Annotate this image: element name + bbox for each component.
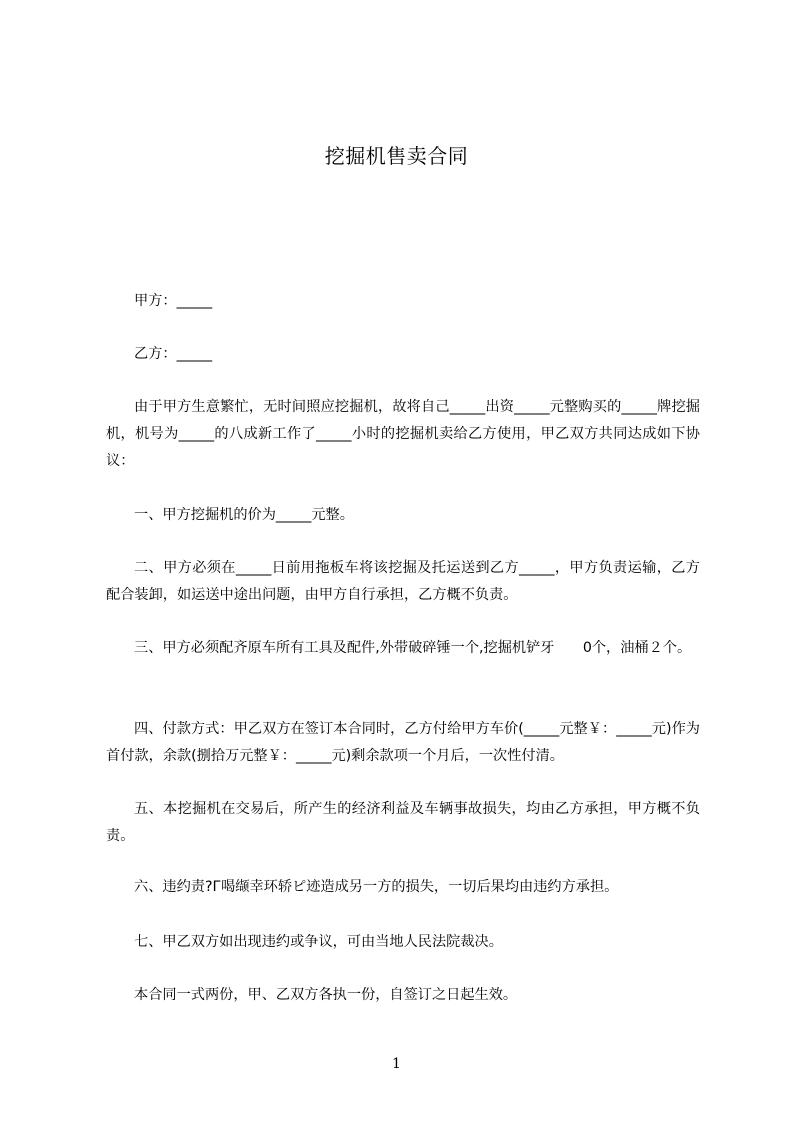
party-a-line: 甲方：_____ xyxy=(134,293,213,309)
document-title: 挖掘机售卖合同 xyxy=(324,144,469,168)
party-b-line: 乙方：_____ xyxy=(134,346,213,362)
page-number: 1 xyxy=(392,1056,401,1072)
clause-5: 五、本挖掘机在交易后，所产生的经济利益及车辆事故损失，均由乙方承担，甲方概不负责。 xyxy=(106,801,700,844)
clause-4: 四、付款方式：甲乙双方在签订本合同时，乙方付给甲方车价(_____元整￥：_____元)作为首付款，余款(捌拾万元整￥：_____元)剩余款项一个月后，一次性付清。 xyxy=(106,721,700,764)
intro-paragraph: 由于甲方生意繁忙，无时间照应挖掘机，故将自己_____出资_____元整购买的_____牌挖掘机，机号为_____的八成新工作了_____小时的挖掘机卖给乙方使用，甲乙双方共同达成如下协议： xyxy=(106,399,700,469)
clause-6: 六、违约责?Г喝缬幸环轿ピ迹造成另一方的损失，一切后果均由违约方承担。 xyxy=(134,879,619,895)
closing-paragraph: 本合同一式两份，甲、乙双方各执一份，自签订之日起生效。 xyxy=(134,987,518,1003)
clause-3: 三、甲方必须配齐原车所有工具及配件,外带破碎锤一个,挖掘机铲牙 0个，油桶２个。 xyxy=(134,640,692,656)
clause-1: 一、甲方挖掘机的价为_____元整。 xyxy=(134,507,354,523)
clause-2: 二、甲方必须在_____日前用拖板车将该挖掘及托运送到乙方_____，甲方负责运输，乙方配合装卸，如运送中途出问题，由甲方自行承担，乙方概不负责。 xyxy=(106,560,700,603)
clause-7: 七、甲乙双方如出现违约或争议，可由当地人民法院裁决。 xyxy=(134,934,503,950)
